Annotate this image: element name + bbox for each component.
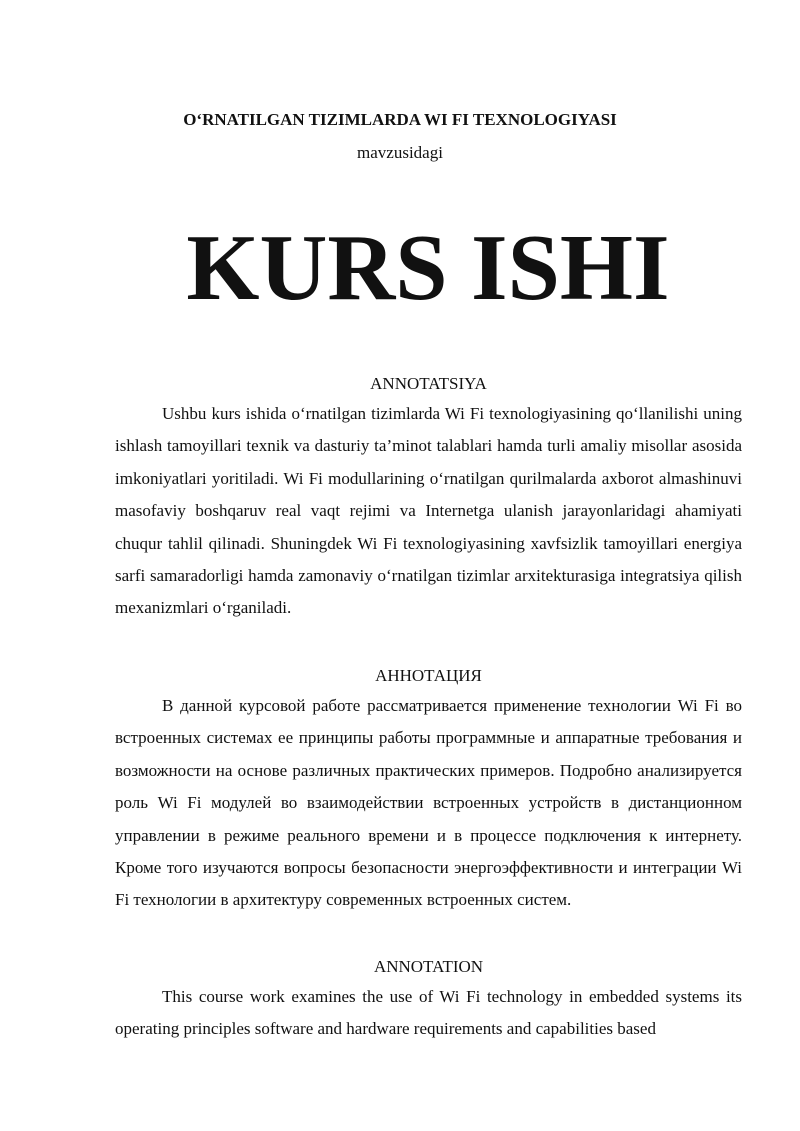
work-type-heading: KURS ISHI: [186, 216, 670, 320]
annotation-section-uz: [115, 372, 742, 625]
annotation-section-ru: [115, 664, 742, 917]
section-body-uz: Ushbu kurs ishida o‘rnatilgan tizimlarda Wi Fi texnologiyasining qo‘llanilishi uning ishlash tamoyillari texnik va dasturiy ta’minot talablari hamda turli amaliy misollar asosida imkoniyatlari yoritiladi. Wi Fi modullarining o‘rnatilgan qurilmalarda axborot almashinuvi masofaviy boshqaruv real vaqt rejimi va Internetga ulanish jarayonlaridagi ahamiyati chuqur tahlil qilinadi. Shuningdek Wi Fi texnologiyasining xavfsizlik tamoyillari energiya sarfi samaradorligi hamda zamonaviy o‘rnatilgan tizimlar arxitekturasiga integratsiya qilish mexanizmlari o‘rganiladi.: [115, 404, 742, 618]
section-body-ru: В данной курсовой работе рассматривается применение технологии Wi Fi во встроенных системах ее принципы работы программные и аппаратные требования и возможности на основе различных практических примеров. Подробно анализируется роль Wi Fi модулей во взаимодействии встроенных устройств в дистанционном управлении в режиме реального времени и в процессе подключения к интернету. Кроме того изучаются вопросы безопасности энергоэффективности и интеграции Wi Fi технологии в архитектуру современных встроенных систем.: [115, 696, 742, 910]
section-heading-en: ANNOTATION: [373, 957, 484, 976]
topic-suffix: mavzusidagi: [357, 143, 443, 162]
section-heading-ru: АННОТАЦИЯ: [375, 666, 482, 685]
section-heading-uz: ANNOTATSIYA: [370, 374, 487, 393]
annotation-section-en: [115, 955, 742, 1046]
section-body-en: This course work examines the use of Wi Fi technology in embedded systems its operating principles software and hardware requirements and capabilities based: [115, 987, 742, 1039]
topic-title: O‘RNATILGAN TIZIMLARDA WI FI TEXNOLOGIYASI: [183, 110, 617, 129]
